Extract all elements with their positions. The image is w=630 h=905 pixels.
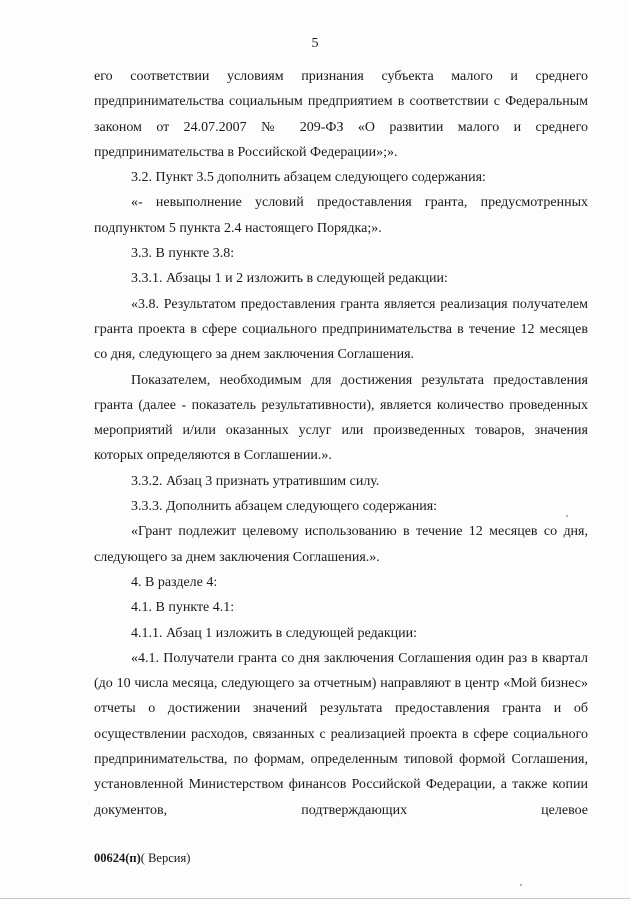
paragraph: его соответствии условиям признания субъекта малого и среднего предпринимательства социальным предприятием в соответствии с Федеральным законом от 24.07.2007 № 209-ФЗ «О развитии малого и среднего предпринимательства в Российской Федерации»;». bbox=[94, 69, 588, 160]
paragraph: 4.1.1. Абзац 1 изложить в следующей редакции: bbox=[131, 625, 418, 641]
paragraph: 3.3.1. Абзацы 1 и 2 изложить в следующей редакции: bbox=[131, 271, 448, 287]
paragraph: «- невыполнение условий предоставления гранта, предусмотренных подпунктом 5 пункта 2.4 настоящего Порядка;». bbox=[94, 195, 588, 236]
paragraph: 3.3. В пункте 3.8: bbox=[131, 246, 235, 262]
scan-speck bbox=[520, 884, 522, 886]
document-body bbox=[94, 64, 588, 823]
paragraph: 4. В разделе 4: bbox=[131, 574, 218, 590]
paragraph: Показателем, необходимым для достижения результата предоставления гранта (далее - показатель результативности), является количество проведенных мероприятий и/или оказанных услуг или произведенных товаров, значения которых определяются в Соглашении.». bbox=[94, 372, 588, 464]
document-code: 00624(п) bbox=[94, 851, 141, 865]
paragraph: «3.8. Результатом предоставления гранта является реализация получателем гранта проекта в сфере социального предпринимательства в течение 12 месяцев со дня, следующего за днем заключения Соглашения. bbox=[94, 296, 588, 363]
paragraph: 4.1. В пункте 4.1: bbox=[131, 600, 235, 616]
paragraph: 3.3.2. Абзац 3 признать утратившим силу. bbox=[131, 473, 380, 489]
page-number: 5 bbox=[311, 36, 319, 51]
paragraph: «4.1. Получатели гранта со дня заключения Соглашения один раз в квартал (до 10 числа месяца, следующего за отчетным) направляют в центр «Мой бизнес» отчеты о достижении значений результата предоставления гранта и об осуществлении расходов, связанных с реализацией проекта в сфере социального предпринимательства, по формам, определенным типовой формой Соглашения, установленной Министерством финансов Российской Федерации, а также копии документов, подтверждающих целевое bbox=[94, 650, 588, 818]
document-footer bbox=[94, 851, 190, 866]
scan-edge-line bbox=[0, 898, 630, 899]
paragraph: «Грант подлежит целевому использованию в течение 12 месяцев со дня, следующего за днем заключения Соглашения.». bbox=[94, 524, 588, 565]
paragraph: 3.3.3. Дополнить абзацем следующего содержания: bbox=[131, 499, 438, 515]
paragraph: 3.2. Пункт 3.5 дополнить абзацем следующего содержания: bbox=[131, 170, 486, 186]
scan-speck bbox=[566, 515, 568, 517]
document-version: ( Версия) bbox=[140, 851, 191, 865]
